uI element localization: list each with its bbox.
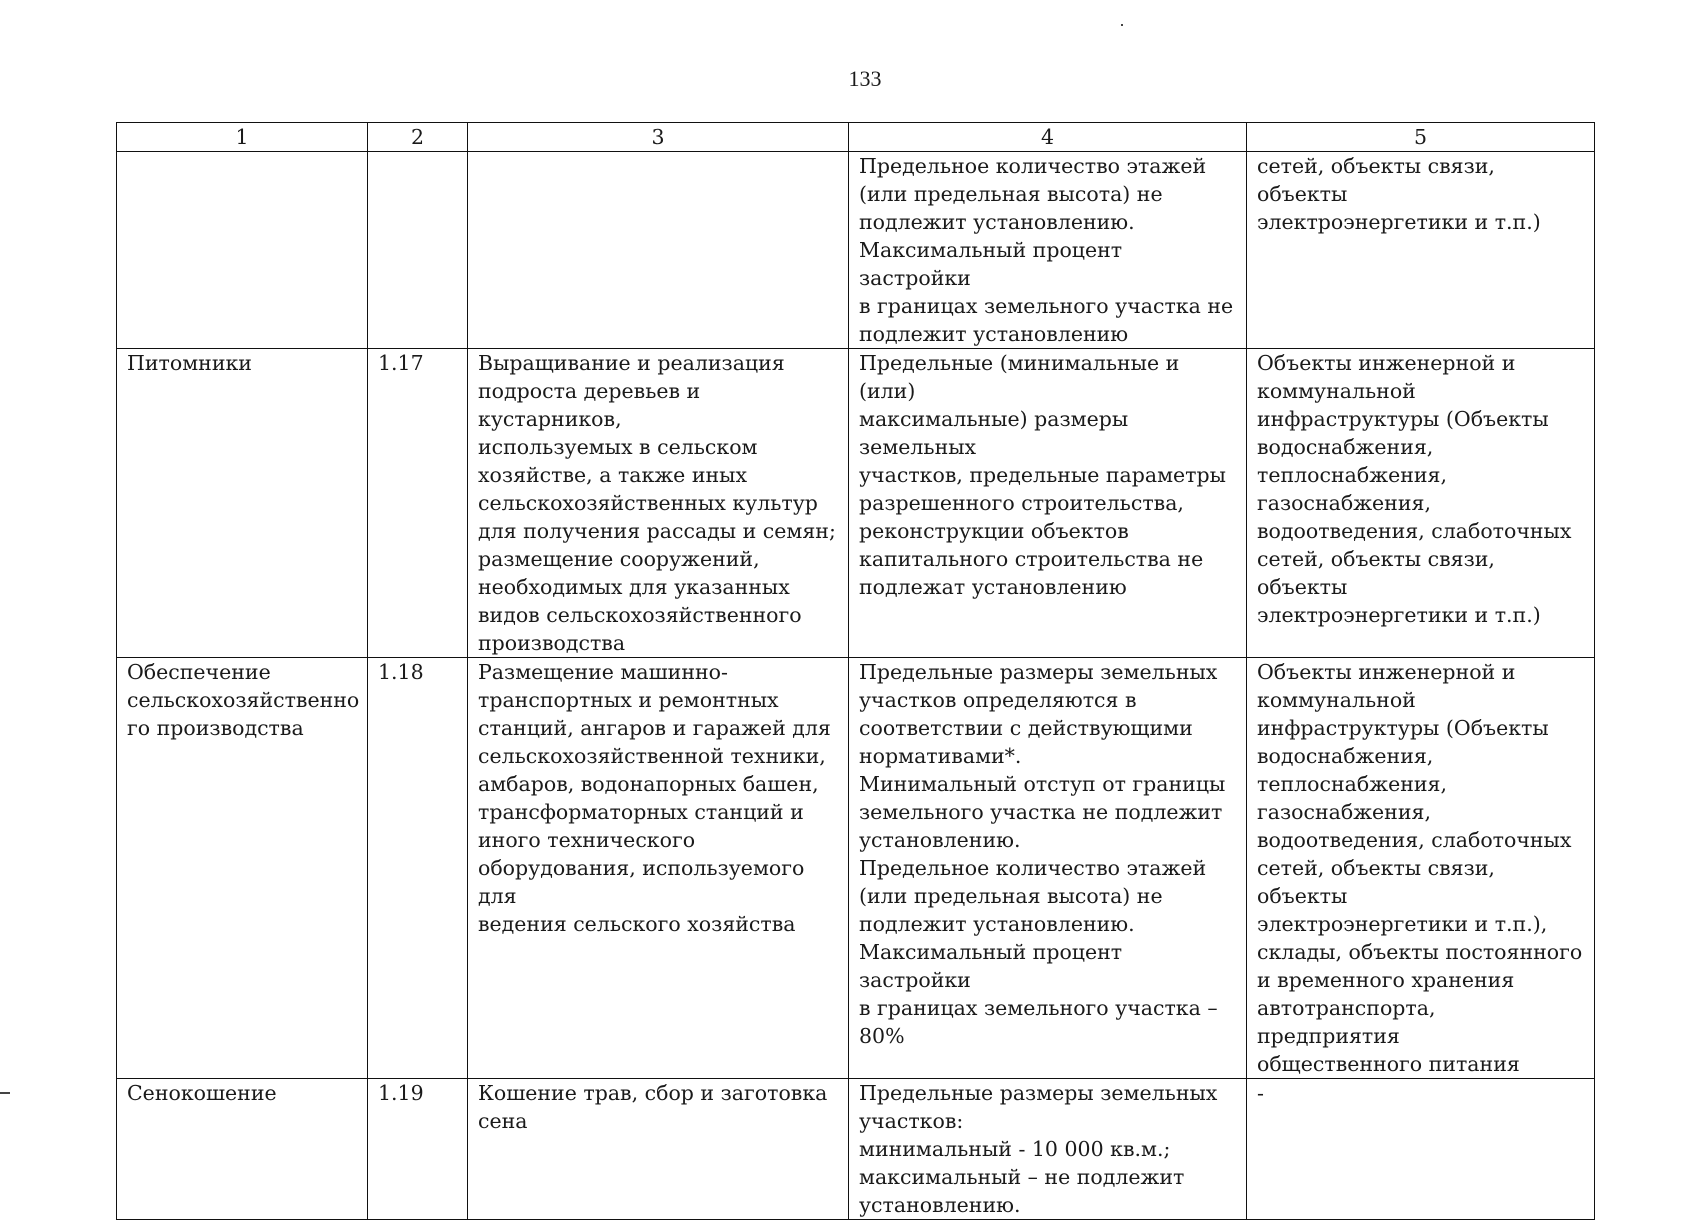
cell-objects: Объекты инженерной и коммунальной инфраструктуры (Объекты водоснабжения, теплоснабжения, газоснабжения, водоотведения, слаботочных сетей, объекты связи, объекты электроэнергетики и т.п.) (1247, 349, 1595, 658)
cell-code: 1.19 (368, 1079, 468, 1220)
cell-name: Сенокошение (117, 1079, 368, 1220)
cell-name: Обеспечение сельскохозяйственно го производства (117, 658, 368, 1079)
cell-parameters: Предельное количество этажей (или предельная высота) не подлежит установлению. Максимальный процент застройки в границах земельного участка не подлежит установлению (849, 152, 1247, 349)
cell-description: Кошение трав, сбор и заготовка сена (468, 1079, 849, 1220)
cell-name: Питомники (117, 349, 368, 658)
table-row (117, 1079, 1595, 1220)
page-number: 133 (848, 66, 882, 91)
column-header-3: 3 (468, 123, 849, 152)
table-row (117, 658, 1595, 1079)
table-row (117, 152, 1595, 349)
cell-objects: сетей, объекты связи, объекты электроэнергетики и т.п.) (1247, 152, 1595, 349)
column-header-2: 2 (368, 123, 468, 152)
column-header-4: 4 (849, 123, 1247, 152)
column-header-5: 5 (1247, 123, 1595, 152)
scan-artifact-dot (1121, 24, 1123, 26)
header-row (117, 123, 1595, 152)
cell-code: 1.17 (368, 349, 468, 658)
cell-description (468, 152, 849, 349)
cell-objects: Объекты инженерной и коммунальной инфраструктуры (Объекты водоснабжения, теплоснабжения, газоснабжения, водоотведения, слаботочных сетей, объекты связи, объекты электроэнергетики и т.п.), склады, объекты постоянного и временного хранения автотранспорта, предприятия общественного питания (1247, 658, 1595, 1079)
cell-code (368, 152, 468, 349)
cell-parameters: Предельные размеры земельных участков: минимальный - 10 000 кв.м.; максимальный – не подлежит установлению. (849, 1079, 1247, 1220)
cell-name (117, 152, 368, 349)
column-header-1: 1 (117, 123, 368, 152)
cell-parameters: Предельные размеры земельных участков определяются в соответствии с действующими нормативами*. Минимальный отступ от границы земельного участка не подлежит установлению. Предельное количество этажей (или предельная высота) не подлежит установлению. Максимальный процент застройки в границах земельного участка – 80% (849, 658, 1247, 1079)
land-use-table (116, 122, 1595, 1220)
cell-objects: - (1247, 1079, 1595, 1220)
scan-artifact-mark (0, 1092, 10, 1094)
cell-description: Выращивание и реализация подроста деревьев и кустарников, используемых в сельском хозяйстве, а также иных сельскохозяйственных культур для получения рассады и семян; размещение сооружений, необходимых для указанных видов сельскохозяйственного производства (468, 349, 849, 658)
cell-code: 1.18 (368, 658, 468, 1079)
cell-parameters: Предельные (минимальные и (или) максимальные) размеры земельных участков, предельные параметры разрешенного строительства, реконструкции объектов капитального строительства не подлежат установлению (849, 349, 1247, 658)
cell-description: Размещение машинно- транспортных и ремонтных станций, ангаров и гаражей для сельскохозяйственной техники, амбаров, водонапорных башен, трансформаторных станций и иного технического оборудования, используемого для ведения сельского хозяйства (468, 658, 849, 1079)
table-row (117, 349, 1595, 658)
